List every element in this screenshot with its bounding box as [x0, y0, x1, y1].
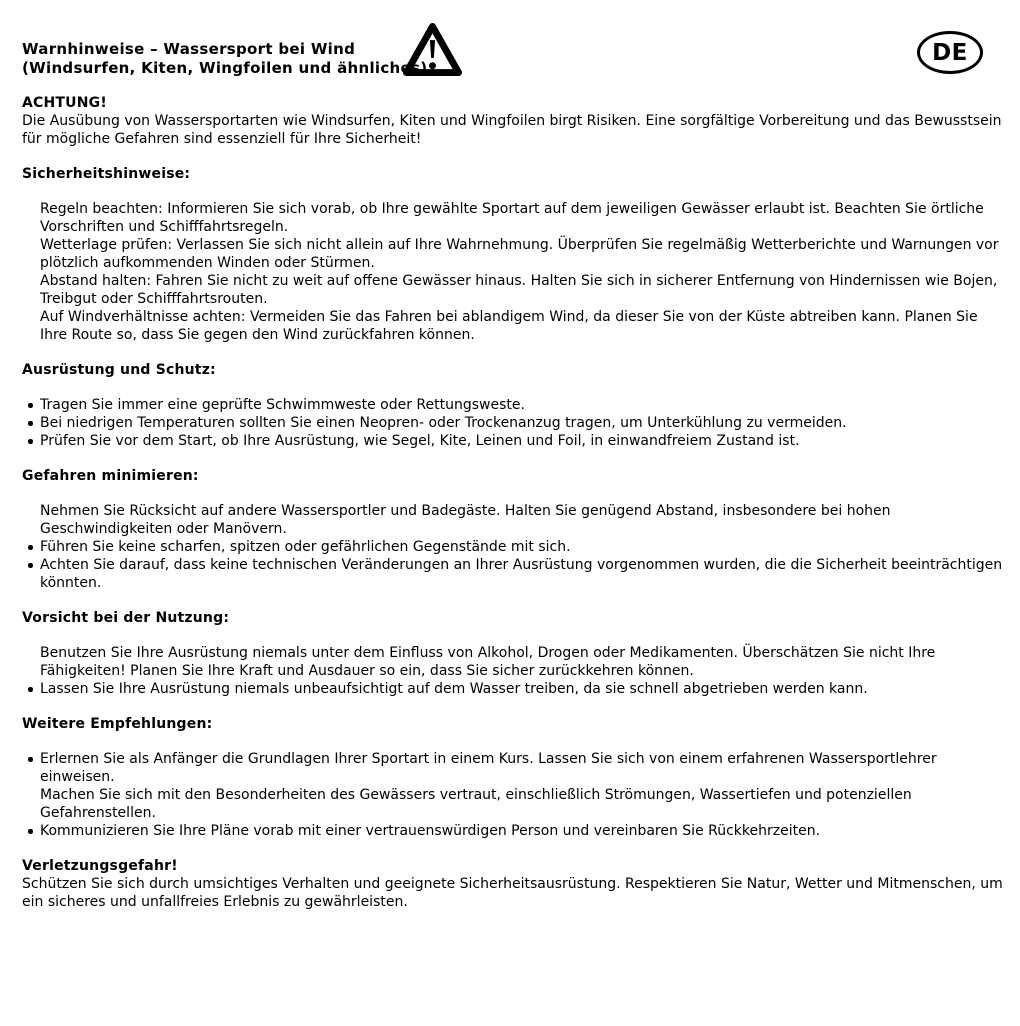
- title-line-1: Warnhinweise – Wassersport bei Wind: [22, 40, 356, 58]
- list-item-text: Tragen Sie immer eine geprüfte Schwimmweste oder Rettungsweste.: [40, 397, 525, 413]
- list-item: [22, 414, 1004, 432]
- section-items: [22, 644, 1004, 698]
- list-item: [22, 786, 1004, 822]
- list-item: [22, 680, 1004, 698]
- list-item-text: Auf Windverhältnisse achten: Vermeiden Sie das Fahren bei ablandigem Wind, da dieser Sie von der Küste abtreiben kann. Planen Sie Ihre Route so, dass Sie gegen den Wind zurückfahren können.: [40, 309, 978, 343]
- section-items: [22, 750, 1004, 840]
- list-item: [22, 236, 1004, 272]
- list-item-text: Lassen Sie Ihre Ausrüstung niemals unbeaufsichtigt auf dem Wasser treiben, da sie schnell abgetrieben werden kann.: [40, 681, 868, 697]
- list-item: [22, 556, 1004, 592]
- bullet-icon: [28, 403, 33, 408]
- section-ausruestung-und-schutz: [22, 361, 1004, 450]
- section-heading: Gefahren minimieren:: [22, 468, 199, 484]
- list-item: [22, 644, 1004, 680]
- section-verletzungsgefahr: [22, 857, 1004, 911]
- bullet-icon: [28, 757, 33, 762]
- section-heading: Verletzungsgefahr!: [22, 858, 178, 874]
- section-heading: ACHTUNG!: [22, 95, 107, 111]
- bullet-icon: [28, 545, 33, 550]
- section-sicherheitshinweise: [22, 165, 1004, 344]
- list-item-text: Prüfen Sie vor dem Start, ob Ihre Ausrüstung, wie Segel, Kite, Leinen und Foil, in einwandfreiem Zustand ist.: [40, 433, 800, 449]
- list-item-text: Erlernen Sie als Anfänger die Grundlagen Ihrer Sportart in einem Kurs. Lassen Sie sich von einem erfahrenen Wassersportlehrer einweisen.: [40, 751, 937, 785]
- document-header: [22, 40, 1004, 77]
- section-paragraph: Die Ausübung von Wassersportarten wie Windsurfen, Kiten und Wingfoilen birgt Risiken. Eine sorgfältige Vorbereitung und das Bewusstsein für mögliche Gefahren sind essenziell für Ihre Sicherheit!: [22, 113, 1002, 147]
- list-item-text: Achten Sie darauf, dass keine technischen Veränderungen an Ihrer Ausrüstung vorgenommen wurden, die die Sicherheit beeinträchtigen könnten.: [40, 557, 1003, 591]
- list-item-text: Kommunizieren Sie Ihre Pläne vorab mit einer vertrauenswürdigen Person und vereinbaren Sie Rückkehrzeiten.: [40, 823, 821, 839]
- section-paragraph: Schützen Sie sich durch umsichtiges Verhalten und geeignete Sicherheitsausrüstung. Respektieren Sie Natur, Wetter und Mitmenschen, um ein sicheres und unfallfreies Erlebnis zu gewährleisten.: [22, 876, 1003, 910]
- list-item-text: Bei niedrigen Temperaturen sollten Sie einen Neopren- oder Trockenanzug tragen, um Unterkühlung zu vermeiden.: [40, 415, 847, 431]
- section-items: [22, 396, 1004, 450]
- list-item-text: Regeln beachten: Informieren Sie sich vorab, ob Ihre gewählte Sportart auf dem jeweiligen Gewässer erlaubt ist. Beachten Sie örtliche Vorschriften und Schifffahrtsregeln.: [40, 201, 984, 235]
- list-item: [22, 272, 1004, 308]
- warning-triangle-icon: [403, 20, 462, 79]
- list-item: [22, 396, 1004, 414]
- section-heading: Vorsicht bei der Nutzung:: [22, 610, 230, 626]
- list-item: [22, 308, 1004, 344]
- section-achtung: [22, 94, 1004, 148]
- bullet-icon: [28, 563, 33, 568]
- list-item: [22, 502, 1004, 538]
- language-badge: [917, 31, 983, 74]
- page-title: [22, 40, 1004, 77]
- list-item: [22, 750, 1004, 786]
- section-items: [22, 502, 1004, 592]
- sections: [22, 94, 1004, 911]
- bullet-icon: [28, 687, 33, 692]
- section-weitere-empfehlungen: [22, 715, 1004, 840]
- section-vorsicht-bei-der-nutzung: [22, 609, 1004, 698]
- bullet-icon: [28, 439, 33, 444]
- section-heading: Sicherheitshinweise:: [22, 166, 191, 182]
- list-item: [22, 432, 1004, 450]
- bullet-icon: [28, 421, 33, 426]
- section-gefahren-minimieren: [22, 467, 1004, 592]
- title-line-2: (Windsurfen, Kiten, Wingfoilen und ähnliches): [22, 58, 428, 77]
- language-badge-label: DE: [932, 39, 968, 66]
- list-item-text: Führen Sie keine scharfen, spitzen oder gefährlichen Gegenstände mit sich.: [40, 539, 571, 555]
- list-item-text: Machen Sie sich mit den Besonderheiten des Gewässers vertraut, einschließlich Strömungen, Wassertiefen und potenziellen Gefahrenstellen.: [40, 787, 912, 821]
- list-item: [22, 200, 1004, 236]
- section-items: [22, 200, 1004, 344]
- list-item-text: Nehmen Sie Rücksicht auf andere Wassersportler und Badegäste. Halten Sie genügend Abstand, insbesondere bei hohen Geschwindigkeiten oder Manövern.: [40, 503, 891, 537]
- list-item: [22, 822, 1004, 840]
- list-item-text: Abstand halten: Fahren Sie nicht zu weit auf offene Gewässer hinaus. Halten Sie sich in sicherer Entfernung von Hindernissen wie Bojen, Treibgut oder Schifffahrtsrouten.: [40, 273, 998, 307]
- list-item: [22, 538, 1004, 556]
- section-heading: Ausrüstung und Schutz:: [22, 362, 216, 378]
- list-item-text: Benutzen Sie Ihre Ausrüstung niemals unter dem Einfluss von Alkohol, Drogen oder Medikamenten. Überschätzen Sie nicht Ihre Fähigkeiten! Planen Sie Ihre Kraft und Ausdauer so ein, dass Sie sicher zurückkehren können.: [40, 645, 936, 679]
- bullet-icon: [28, 829, 33, 834]
- section-heading: Weitere Empfehlungen:: [22, 716, 213, 732]
- list-item-text: Wetterlage prüfen: Verlassen Sie sich nicht allein auf Ihre Wahrnehmung. Überprüfen Sie regelmäßig Wetterberichte und Warnungen vor plötzlich aufkommenden Winden oder Stürmen.: [40, 237, 999, 271]
